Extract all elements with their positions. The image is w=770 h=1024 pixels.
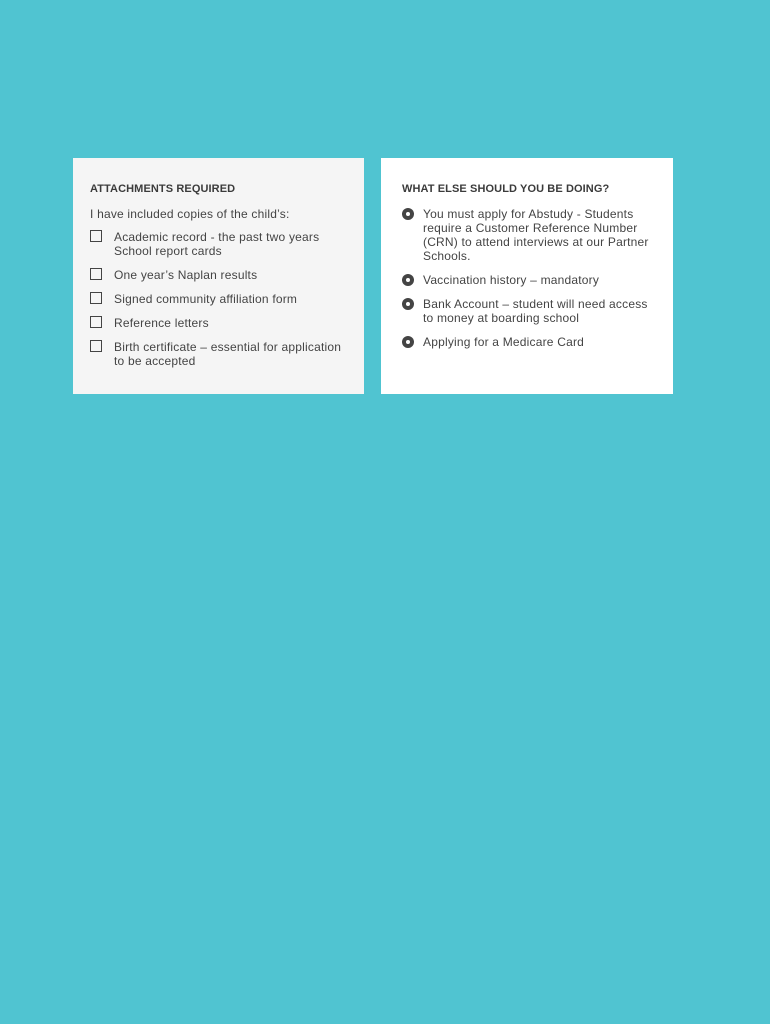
todo-item-bank-account	[402, 297, 661, 325]
attachments-panel	[73, 158, 364, 394]
radio-bullet-icon	[402, 274, 414, 286]
checkbox-icon[interactable]	[90, 316, 102, 328]
radio-bullet-icon	[402, 208, 414, 220]
attachments-intro: I have included copies of the child’s:	[90, 207, 290, 221]
attachment-item-affiliation-form[interactable]	[90, 292, 348, 306]
radio-bullet-icon	[402, 298, 414, 310]
todo-item-label: You must apply for Abstudy - Students require a Customer Reference Number (CRN) to attend interviews at our Partner Schools.	[423, 207, 649, 263]
todo-item-label: Applying for a Medicare Card	[423, 335, 585, 349]
todo-item-label: Bank Account – student will need access to money at boarding school	[423, 297, 648, 325]
todo-title: WHAT ELSE SHOULD YOU BE DOING?	[402, 183, 610, 195]
attachment-item-label: Birth certificate – essential for application to be accepted	[114, 340, 342, 368]
radio-bullet-icon	[402, 336, 414, 348]
attachment-item-label: Academic record - the past two years School report cards	[114, 230, 320, 258]
attachment-item-reference-letters[interactable]	[90, 316, 348, 330]
attachment-item-label: One year’s Naplan results	[114, 268, 258, 282]
todo-panel	[381, 158, 673, 394]
todo-item-vaccination	[402, 273, 661, 287]
checkbox-icon[interactable]	[90, 292, 102, 304]
attachments-title: ATTACHMENTS REQUIRED	[90, 183, 236, 195]
checkbox-icon[interactable]	[90, 230, 102, 242]
attachment-item-birth-certificate[interactable]	[90, 340, 348, 368]
todo-item-abstudy	[402, 207, 661, 263]
checkbox-icon[interactable]	[90, 340, 102, 352]
todo-list	[402, 207, 661, 349]
attachment-item-academic-record[interactable]	[90, 230, 348, 258]
attachment-item-label: Signed community affiliation form	[114, 292, 298, 306]
todo-item-medicare	[402, 335, 661, 349]
attachments-list	[90, 230, 348, 368]
attachment-item-label: Reference letters	[114, 316, 209, 330]
checkbox-icon[interactable]	[90, 268, 102, 280]
todo-item-label: Vaccination history – mandatory	[423, 273, 600, 287]
attachment-item-naplan[interactable]	[90, 268, 348, 282]
